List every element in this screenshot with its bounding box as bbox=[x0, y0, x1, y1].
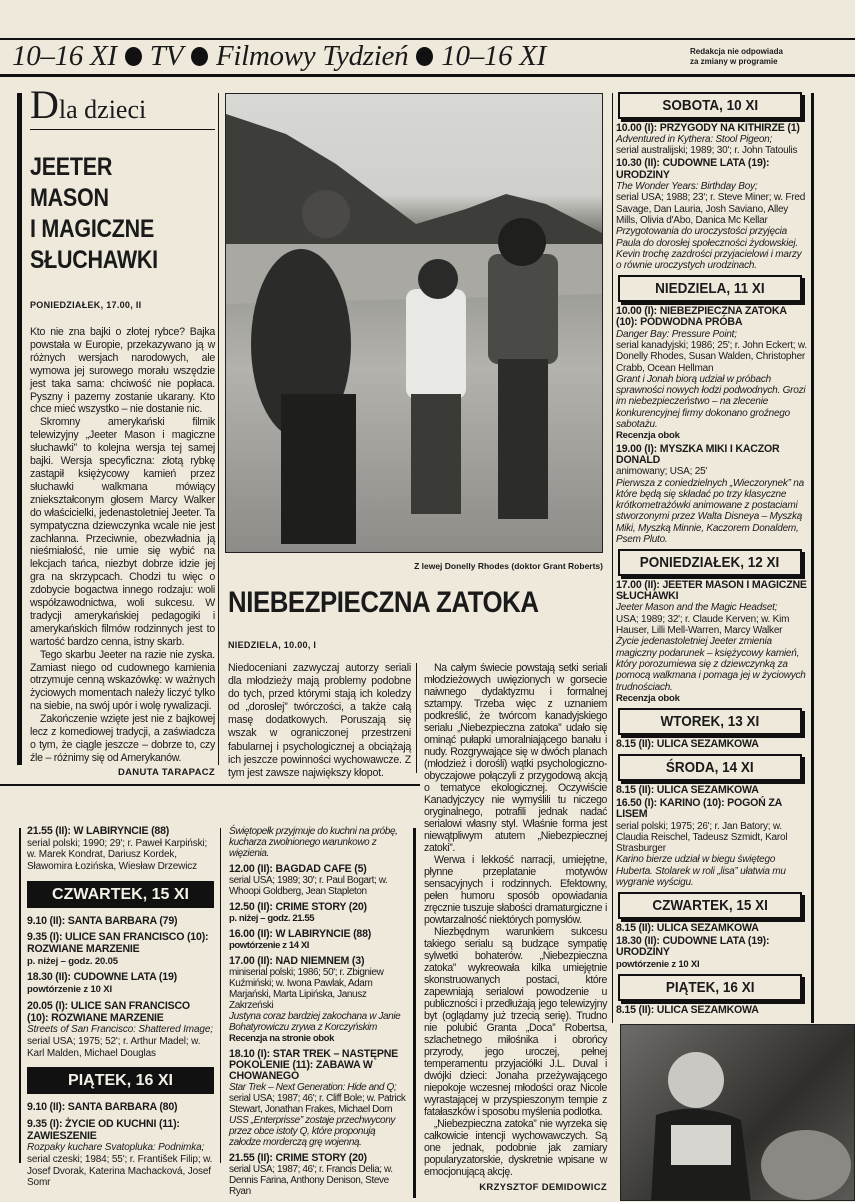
column-rule bbox=[218, 93, 219, 765]
author-byline: DANUTA TARAPACZ bbox=[117, 766, 215, 778]
program-entry bbox=[27, 1001, 214, 1060]
day-label: NIEDZIELA, 11 XI bbox=[655, 280, 765, 298]
paragraph: Na całym świecie powstają setki seriali młodzieżowych uwięzionych w gorsecie naiwnego dydaktyzmu i formalnej sztampy. Trzeba więc z uznaniem podkreślić, że twórcom kanadyjskiego serialu „Niebezpieczna zatoka” udało się ominąć pułapki umoralniającego banału i nudy. Rozgrywające się w dwóch planach (młodzież i dorośli) wątki psychologiczno-obyczajowe połączyli z przygodową akcją o tematyce ekologicznej. Oczywiście Kanadyjczycy nie wymyślili tu niczego oryginalnego, potrafili jednak nadać serialowi własny styl. Właśnie forma jest niewątpliwym atutem „Niebezpiecznej zatoki”. bbox=[424, 662, 607, 854]
day-label: CZWARTEK, 15 XI bbox=[652, 897, 768, 915]
paragraph: Skromny amerykański filmik telewizyjny „Jeeter Mason i magiczne słuchawki” to kolejna wersja tej samej bajki. Wersja specyficzna: złotą rybkę zastąpił księżycowy kamień przez słuchawki walkmana mówiący zniekształconym głosem Marcy Walker do właścicielki, jedenastoletniej Jeeter. Ta sympatyczna dziewczynka wcale nie jest zachłanna. Przeciwnie, obezwładnia ją nieśmiałość, nie umie się wybić na lekcjach tańca, niezbyt dobrze idzie jej gra na skrzypcach. Chodzi tu więc o zdobycie bogactwa innego rodzaju: woli współzawodnictwa, woli sukcesu. W tradycji amerykańskiej pedagogiki i amerykańskich filmów rodzinnych jest to wartość bardzo cenna, istny skarb. bbox=[30, 416, 215, 648]
program-info: serial USA; 1987; 46'; r. Francis Delia; w. Dennis Farina, Anthony Denison, Steve Ryan bbox=[229, 1164, 393, 1197]
program-entry bbox=[27, 1102, 214, 1114]
article-title: NIEBEZPIECZNA ZATOKA bbox=[228, 586, 539, 619]
header-date-start: 10–16 XI bbox=[12, 40, 117, 72]
program-entry bbox=[616, 739, 808, 750]
paragraph: Werwa i lekkość narracji, umiejętne, płynne przeplatanie motywów sensacyjnych i rodzinnych. Efektowny, pełen humoru sposób opowiadania zręcznie tuszuje słabości dramaturgiczne i powtarzalność niektórych pomysłów. bbox=[424, 854, 607, 926]
program-entry bbox=[616, 1005, 808, 1016]
broadcast-time: NIEDZIELA, 10.00, I bbox=[228, 640, 317, 650]
program-entry bbox=[616, 158, 808, 271]
title-line: SŁUCHAWKI bbox=[30, 246, 158, 274]
program-title: 9.35 (I): ULICE SAN FRANCISCO (10): ROZWIANE MARZENIE bbox=[27, 931, 209, 955]
program-title: 21.55 (II): CRIME STORY (20) bbox=[229, 1152, 367, 1164]
program-entry bbox=[616, 785, 808, 796]
program-note: p. niżej – godz. 21.55 bbox=[229, 913, 315, 924]
program-entry bbox=[229, 1153, 409, 1197]
column-rule bbox=[811, 93, 814, 1023]
paragraph: Tego skarbu Jeeter na razie nie zyska. Zamiast niego od cudownego kamienia otrzymuje cenną wskazówkę: w ważnych życiowych momentach należy liczyć tylko na siebie, na swój upór i wolę rywalizacji. bbox=[30, 648, 215, 713]
column-rule bbox=[416, 663, 417, 773]
column-rule bbox=[612, 93, 613, 1023]
program-info: serial polski; 1990; 29'; r. Paweł Karpiński; w. Marek Kondrat, Dariusz Kordek, Sławomira Łozińska, Wiesław Drzewicz bbox=[27, 837, 208, 873]
program-title: 17.00 (II): JEETER MASON I MAGICZNE SŁUCHAWKI bbox=[616, 578, 807, 603]
paragraph: Kto nie zna bajki o złotej rybce? Bajka powstała w Europie, przekazywano ją w różnych wersjach narodowych, ale wymowa jej surowego morału wszędzie jest taka sama: chciwość nie popłaca. Pyszny i pazerny zostanie ukarany. Kto chce mieć wszystko – nie dostanie nic. bbox=[30, 326, 215, 416]
day-heading bbox=[618, 92, 802, 119]
program-entry bbox=[616, 580, 808, 704]
column-rule bbox=[19, 828, 21, 1163]
program-title: 21.55 (II): W LABIRYNCIE (88) bbox=[27, 825, 170, 837]
program-description: Przygotowania do uroczystości przyjęcia Paula do dorosłej społeczności żydowskiej. Kevin trochę zazdrości przyjacielowi i marzy o równie uroczystych urodzinach. bbox=[616, 226, 802, 272]
header-section: TV bbox=[149, 40, 183, 72]
program-entry bbox=[229, 826, 409, 859]
program-title: 10.00 (I): PRZYGODY NA KITHIRZE (1) bbox=[616, 121, 800, 134]
zatoka-photo bbox=[225, 93, 603, 553]
program-entry bbox=[616, 936, 808, 970]
film-schedule-column-2 bbox=[229, 826, 409, 1202]
program-description: Grant i Jonah biorą udział w próbach sprawności nowych łodzi podwodnych. Grozi im niebezpieczeństwo – na zlecenie konkurencyjnej firmy dokonano groźnego sabotażu. bbox=[616, 373, 806, 431]
zatoka-column-1 bbox=[228, 662, 411, 780]
program-entry bbox=[229, 1049, 409, 1148]
program-description: Pierwsza z coniedzielnych „Wieczorynek” na które będą się składać po trzy klasyczne krótkometrażówki animowane z postaciami stworzonymi przez Walta Disneya – Myszką Miki, Myszką Minnie, Kaczorem Donaldem, Psem Pluto. bbox=[616, 477, 804, 545]
rubric-text: la dzieci bbox=[58, 95, 147, 124]
program-entry bbox=[229, 902, 409, 924]
program-info: serial czeski; 1984; 55'; r. František Filip; w. Josef Dvorak, Katerina Machacková, Josef Somr bbox=[27, 1153, 213, 1189]
program-entry bbox=[27, 1119, 214, 1189]
program-title: 20.05 (I): ULICE SAN FRANCISCO (10): ROZWIANE MARZENIE bbox=[27, 999, 190, 1024]
paragraph: Niezbędnym warunkiem sukcesu takiego serialu są budzące sympatię sylwetki bohaterów. „Niebezpieczna zatoka” wykreowała kilka umiejętnie skonstruowanych postaci, które zapewniają serialowi powodzenie u publiczności i przedłużają jego telewizyjny byt (oglądamy już trzecią serię). Trudno nie polubić Granta „Doca” Robertsa, szlachetnego miłośnika i obrońcy przyrody, jego uroczej, pełnej temperamentu przyjaciółki J.L. Duval i dwójki dzieci: Jonaha przeżywającego niepokoje wczesnej młodości oraz Nicole wyrastającej w przyspieszonym tempie z fatałaszków i sposobu myślenia podlotka. bbox=[424, 926, 607, 1118]
section-rule bbox=[0, 784, 420, 786]
column-rule bbox=[220, 828, 221, 1163]
program-entry bbox=[616, 306, 808, 442]
program-description: Justyna coraz bardziej zakochana w Janie Bohatyrowiczu zrywa z Korczyńskim bbox=[229, 1011, 401, 1033]
photo-caption: Z lewej Donelly Rhodes (doktor Grant Roberts) bbox=[414, 561, 603, 571]
title-line: JEETER bbox=[30, 153, 113, 181]
program-title: 19.00 (I): MYSZKA MIKI I KACZOR DONALD bbox=[616, 442, 780, 466]
paragraph: Niedoceniani zazwyczaj autorzy seriali dla młodzieży mają problemy podobne do tych, przed którymi stają ich koledzy od „dorosłej” twórczości, a także całą masę dodatkowych. Poruszają się wszak w ograniczonej przestrzeni fabularnej i psychologicznej a obciążają ich jeszcze powinności wychowawcze. Z tym jest zawsze największy kłopot. bbox=[228, 662, 411, 779]
program-title: 9.10 (II): SANTA BARBARA (80) bbox=[27, 1101, 178, 1114]
program-title: 8.15 (II): ULICA SEZAMKOWA bbox=[616, 921, 759, 934]
program-entry bbox=[229, 929, 409, 951]
article-title bbox=[30, 152, 215, 276]
program-entry bbox=[27, 972, 214, 995]
program-info: miniserial polski; 1986; 50'; r. Zbigniew Kuźmiński; w. Iwona Pawlak, Adam Marjański, Marta Lipińska, Janusz Zakrzeński bbox=[229, 967, 384, 1011]
header-title: Filmowy Tydzień bbox=[215, 40, 409, 72]
original-title: Jeeter Mason and the Magic Headset; bbox=[616, 602, 778, 614]
program-entry bbox=[27, 932, 214, 967]
kids-article bbox=[30, 82, 215, 778]
program-info: serial kanadyjski; 1986; 25'; r. John Eckert; w. Donelly Rhodes, Susan Walden, Christopher Crabb, Ocean Hellman bbox=[616, 339, 807, 374]
program-entry bbox=[616, 444, 808, 546]
program-title: 8.15 (II): ULICA SEZAMKOWA bbox=[616, 1003, 759, 1016]
program-info: animowany; USA; 25' bbox=[616, 466, 708, 478]
program-info: serial USA; 1987; 46'; r. Cliff Bole; w. Patrick Stewart, Jonathan Frakes, Michael Dorn bbox=[229, 1093, 406, 1115]
program-info: serial USA; 1975; 52'; r. Arthur Madel; w. Karl Malden, Michael Douglas bbox=[27, 1035, 201, 1059]
program-title: 17.00 (II): NAD NIEMNEM (3) bbox=[229, 955, 365, 967]
program-title: 9.10 (II): SANTA BARBARA (79) bbox=[27, 914, 178, 927]
day-heading bbox=[618, 275, 802, 302]
day-label: SOBOTA, 10 XI bbox=[662, 96, 758, 114]
program-info: serial USA; 1988; 23'; r. Steve Miner; w. Fred Savage, Dan Lauria, Josh Saviano, Alley Mills, Olivia d'Abo, Danica Mc Kellar bbox=[616, 192, 806, 226]
program-info: USA; 1989; 32'; r. Claude Kerven; w. Kim Hauser, Lilli Mell-Warren, Marcy Walker bbox=[616, 613, 790, 637]
day-heading bbox=[618, 708, 802, 735]
program-title: 16.50 (I): KARINO (10): POGOŃ ZA LISEM bbox=[616, 796, 782, 821]
bullet-icon bbox=[125, 47, 142, 66]
program-description: Karino bierze udział w biegu świętego Huberta. Stolarek w roli „lisa” ułatwia mu wygranie wyścigu. bbox=[616, 854, 786, 888]
program-title: 16.00 (II): W LABIRYNCIE (88) bbox=[229, 928, 372, 940]
bullet-icon bbox=[416, 47, 433, 66]
page-header-title bbox=[12, 40, 546, 73]
program-title: 18.30 (II): CUDOWNE LATA (19): URODZINY bbox=[616, 935, 770, 959]
original-title: The Wonder Years: Birthday Boy; bbox=[616, 181, 758, 193]
paragraph: Zakończenie wzięte jest nie z bajkowej lecz z komediowej tradycji, a zaświadcza o tym, że ciągle jeszcze – dobrze to, czy źle – różnimy się od Amerykanów. bbox=[30, 713, 215, 764]
article-body bbox=[30, 326, 215, 765]
program-title: 10.00 (I): NIEBEZPIECZNA ZATOKA (10): PODWODNA PRÓBA bbox=[616, 305, 787, 329]
author-byline: KRZYSZTOF DEMIDOWICZ bbox=[479, 1182, 607, 1193]
bullet-icon bbox=[191, 47, 208, 66]
day-heading: PIĄTEK, 16 XI bbox=[27, 1067, 214, 1094]
column-rule bbox=[17, 93, 22, 765]
title-line: MASON bbox=[30, 184, 109, 212]
program-note: powtórzenie z 14 XI bbox=[229, 940, 310, 951]
photo-scene-image bbox=[226, 94, 603, 553]
program-title: 8.15 (II): ULICA SEZAMKOWA bbox=[616, 737, 759, 750]
program-info: serial australijski; 1989; 30'; r. John Tatoulis bbox=[616, 145, 798, 157]
program-entry bbox=[616, 123, 808, 157]
film-schedule-column-1 bbox=[27, 826, 214, 1194]
program-title: 18.30 (II): CUDOWNE LATA (19) bbox=[27, 971, 177, 984]
program-entry bbox=[27, 916, 214, 928]
rubric-heading bbox=[30, 82, 215, 130]
original-title: Rozpaky kuchare Svatopluka: Podnimka; bbox=[27, 1142, 205, 1154]
program-note: Recenzja obok bbox=[616, 430, 680, 442]
program-description: Życie jedenastoletniej Jeeter zmienia magiczny podarunek – księżycowy kamień, który porozumiewa się z dziewczynką za pomocą walkmana i pomaga jej w życiowych trudnościach. bbox=[616, 636, 806, 693]
program-note: powtórzenie z 10 XI bbox=[616, 958, 700, 970]
program-title: 12.50 (II): CRIME STORY (20) bbox=[229, 901, 367, 913]
drop-initial: D bbox=[30, 82, 59, 127]
photo-scene-image bbox=[621, 1025, 855, 1201]
day-heading bbox=[618, 549, 802, 576]
program-info: serial USA; 1989; 30'; r. Paul Bogart; w. Whoopi Goldberg, Jean Stapleton bbox=[229, 875, 388, 897]
column-rule bbox=[413, 828, 416, 1198]
day-label: PONIEDZIAŁEK, 12 XI bbox=[640, 554, 780, 572]
program-entry bbox=[616, 923, 808, 934]
original-title: Streets of San Francisco: Shattered Image; bbox=[27, 1024, 213, 1036]
program-title: 18.10 (I): STAR TREK – NASTĘPNE POKOLENIE (11): ZABAWA W CHOWANEGO bbox=[229, 1048, 399, 1082]
paragraph: „Niebezpieczna zatoka” nie wyrzeka się całkowicie intencji wychowawczych. Są one jednak, podobnie jak zamiary popularyzatorskie, dyskretnie wpisane w emocjonującą akcję. bbox=[424, 1118, 607, 1178]
header-date-end: 10–16 XI bbox=[441, 40, 547, 72]
disclaimer-line: Redakcja nie odpowiada bbox=[690, 47, 783, 56]
original-title: Danger Bay: Pressure Point; bbox=[616, 328, 737, 340]
day-heading bbox=[618, 892, 802, 919]
program-note: Recenzja obok bbox=[616, 692, 680, 704]
editorial-disclaimer bbox=[690, 47, 783, 67]
header-rule-bottom bbox=[0, 74, 855, 77]
disclaimer-line: za zmiany w programie bbox=[690, 57, 778, 66]
program-note: Recenzja na stronie obok bbox=[229, 1033, 334, 1044]
zatoka-column-2 bbox=[424, 662, 607, 1193]
boy-photo bbox=[620, 1024, 855, 1201]
program-title: 10.30 (II): CUDOWNE LATA (19): URODZINY bbox=[616, 157, 770, 181]
original-title: Adventured in Kythera: Stool Pigeon; bbox=[616, 133, 773, 145]
program-description: Świętopełk przyjmuje do kuchni na próbę, kucharza zwolnionego warunkowo z więzienia. bbox=[229, 826, 398, 859]
program-info: serial polski; 1975; 26'; r. Jan Batory; w. Claudia Reischel, Tadeusz Szmidt, Karol Strasburger bbox=[616, 820, 788, 855]
kids-schedule bbox=[616, 88, 808, 1018]
program-note: powtórzenie z 10 XI bbox=[27, 984, 112, 996]
program-entry bbox=[229, 956, 409, 1044]
title-line: I MAGICZNE bbox=[30, 215, 155, 243]
program-entry bbox=[616, 798, 808, 888]
original-title: Star Trek – Next Generation: Hide and Q; bbox=[229, 1082, 397, 1093]
program-title: 12.00 (II): BAGDAD CAFE (5) bbox=[229, 863, 367, 875]
program-entry bbox=[229, 864, 409, 897]
day-label: WTOREK, 13 XI bbox=[660, 712, 760, 730]
day-heading: CZWARTEK, 15 XI bbox=[27, 881, 214, 908]
program-title: 9.35 (I): ŻYCIE OD KUCHNI (11): ZAWIESZENIE bbox=[27, 1117, 180, 1142]
day-label: PIĄTEK, 16 XI bbox=[665, 978, 755, 996]
program-description: USS „Enterprisse” zostaje przechwycony przez obce istoty Q, które proponują załodze morderczą grę wojenną. bbox=[229, 1115, 395, 1148]
day-label: ŚRODA, 14 XI bbox=[666, 758, 754, 776]
program-entry bbox=[27, 826, 214, 873]
broadcast-time: PONIEDZIAŁEK, 17.00, II bbox=[30, 300, 142, 310]
day-heading bbox=[618, 974, 802, 1001]
day-heading bbox=[618, 754, 802, 781]
program-title: 8.15 (II): ULICA SEZAMKOWA bbox=[616, 783, 759, 796]
program-note: p. niżej – godz. 20.05 bbox=[27, 955, 118, 967]
